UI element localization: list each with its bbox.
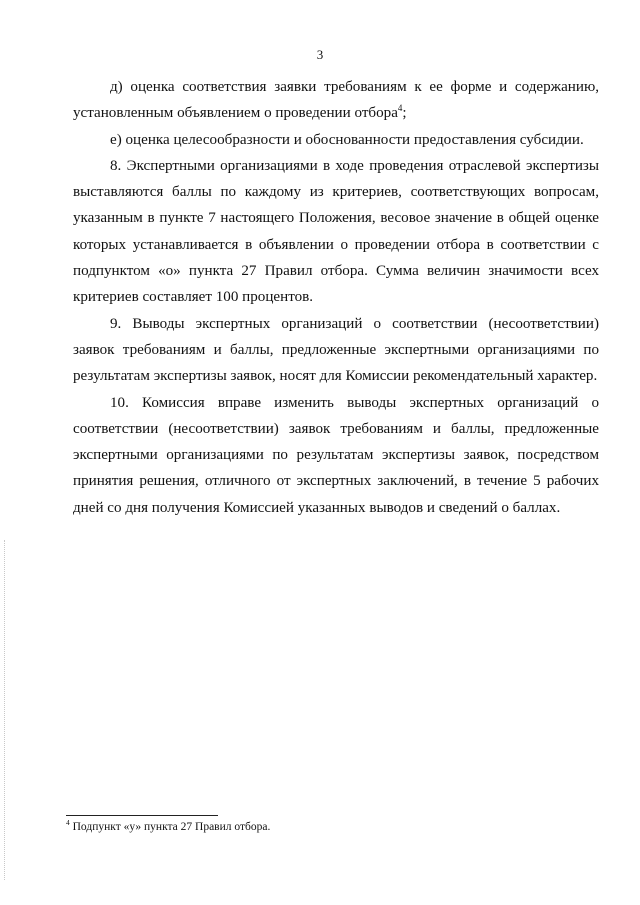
paragraph-e: е) оценка целесообразности и обоснованности предоставления субсидии. xyxy=(110,131,584,148)
footnote-divider xyxy=(66,815,218,816)
paragraph-8: 8. Экспертными организациями в ходе проведения отраслевой экспертизы выставляются баллы по каждому из критериев, соответствующих вопросам, указанным в пункте 7 настоящего Положения, весовое значение в общей оценке которых устанавливается в объявлении о проведении отбора в соответствии с подпунктом «о» пункта 27 Правил отбора. Сумма величин значимости всех критериев составляет 100 процентов. xyxy=(73,157,599,306)
paragraph-9: 9. Выводы экспертных организаций о соответствии (несоответствии) заявок требованиям и баллы, предложенные экспертными организациями по результатам экспертизы заявок, носят для Комиссии рекомендательный характер. xyxy=(73,315,599,385)
paragraph-d-punctuation: ; xyxy=(402,105,407,122)
footnote xyxy=(66,818,271,833)
paragraph-d xyxy=(73,74,599,127)
footnote-reference: 4 xyxy=(397,103,403,114)
footnote-text: Подпункт «у» пункта 27 Правил отбора. xyxy=(72,821,271,833)
paragraph-d-text: д) оценка соответствия заявки требованиям к ее форме и содержанию, установленным объявлением о проведении отбора xyxy=(73,79,599,122)
document-body xyxy=(73,74,599,521)
page-number: 3 xyxy=(316,47,324,62)
scan-edge-artifact xyxy=(4,540,7,880)
paragraph-10: 10. Комиссия вправе изменить выводы экспертных организаций о соответствии (несоответствии) заявок требованиям и баллы, предложенные экспертными организациями по результатам экспертизы заявок, посредством принятия решения, отличного от экспертных заключений, в течение 5 рабочих дней со дня получения Комиссией указанных выводов и сведений о баллах. xyxy=(73,394,599,516)
footnote-mark: 4 xyxy=(66,818,70,828)
